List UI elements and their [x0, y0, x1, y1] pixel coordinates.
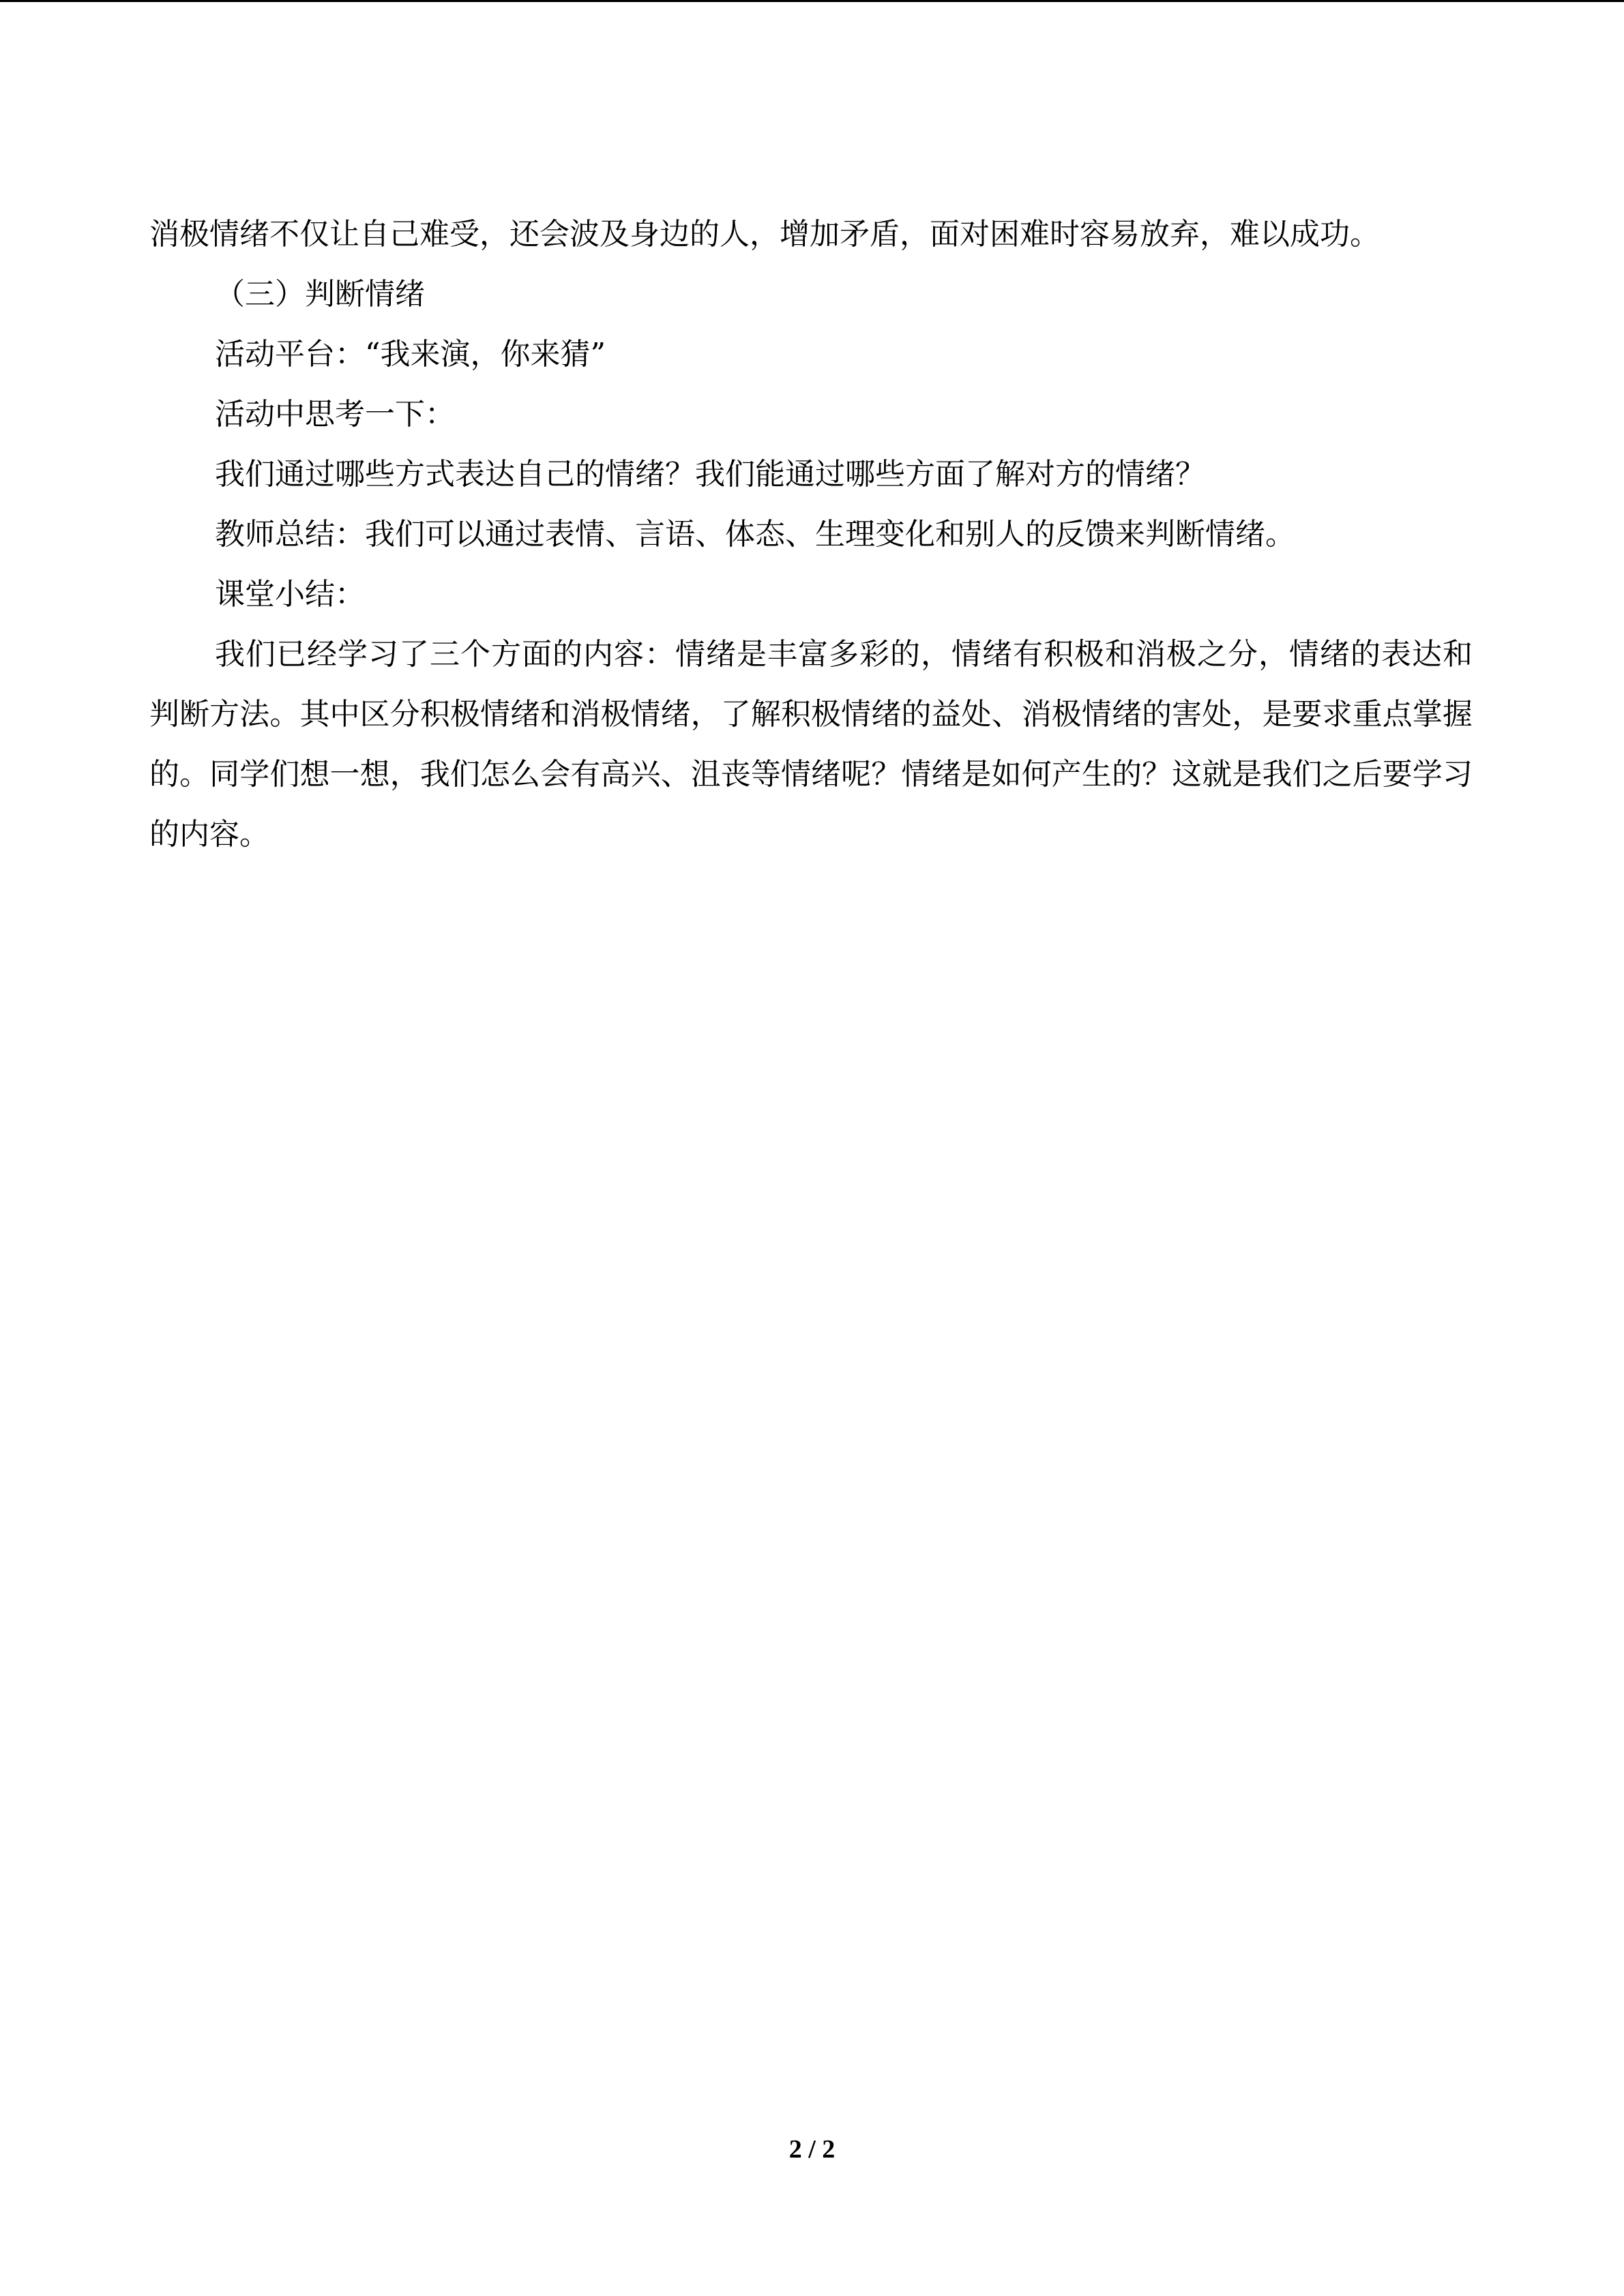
paragraph-activity-platform: 活动平台：“我来演，你来猜”	[215, 337, 606, 372]
page-number: 2 / 2	[788, 2135, 836, 2164]
document-body	[149, 205, 1473, 865]
heading-class-summary: 课堂小结：	[215, 577, 365, 612]
paragraph-class-summary: 我们已经学习了三个方面的内容：情绪是丰富多彩的，情绪有积极和消极之分，情绪的表达和判断方法。其中区分积极情绪和消极情绪，了解积极情绪的益处、消极情绪的害处，是要求重点掌握的。同学们想一想，我们怎么会有高兴、沮丧等情绪呢？情绪是如何产生的？这就是我们之后要学习的内容。	[149, 637, 1473, 852]
paragraph-teacher-summary: 教师总结：我们可以通过表情、言语、体态、生理变化和别人的反馈来判断情绪。	[215, 517, 1295, 552]
paragraph-negative-emotions: 消极情绪不仅让自己难受，还会波及身边的人，增加矛盾，面对困难时容易放弃，难以成功。	[149, 217, 1380, 252]
top-border-line	[0, 0, 1624, 2]
paragraph-activity-think: 活动中思考一下：	[215, 397, 455, 432]
paragraph-questions: 我们通过哪些方式表达自己的情绪？我们能通过哪些方面了解对方的情绪？	[215, 457, 1205, 492]
section-heading-judge-emotions: （三）判断情绪	[215, 277, 425, 312]
